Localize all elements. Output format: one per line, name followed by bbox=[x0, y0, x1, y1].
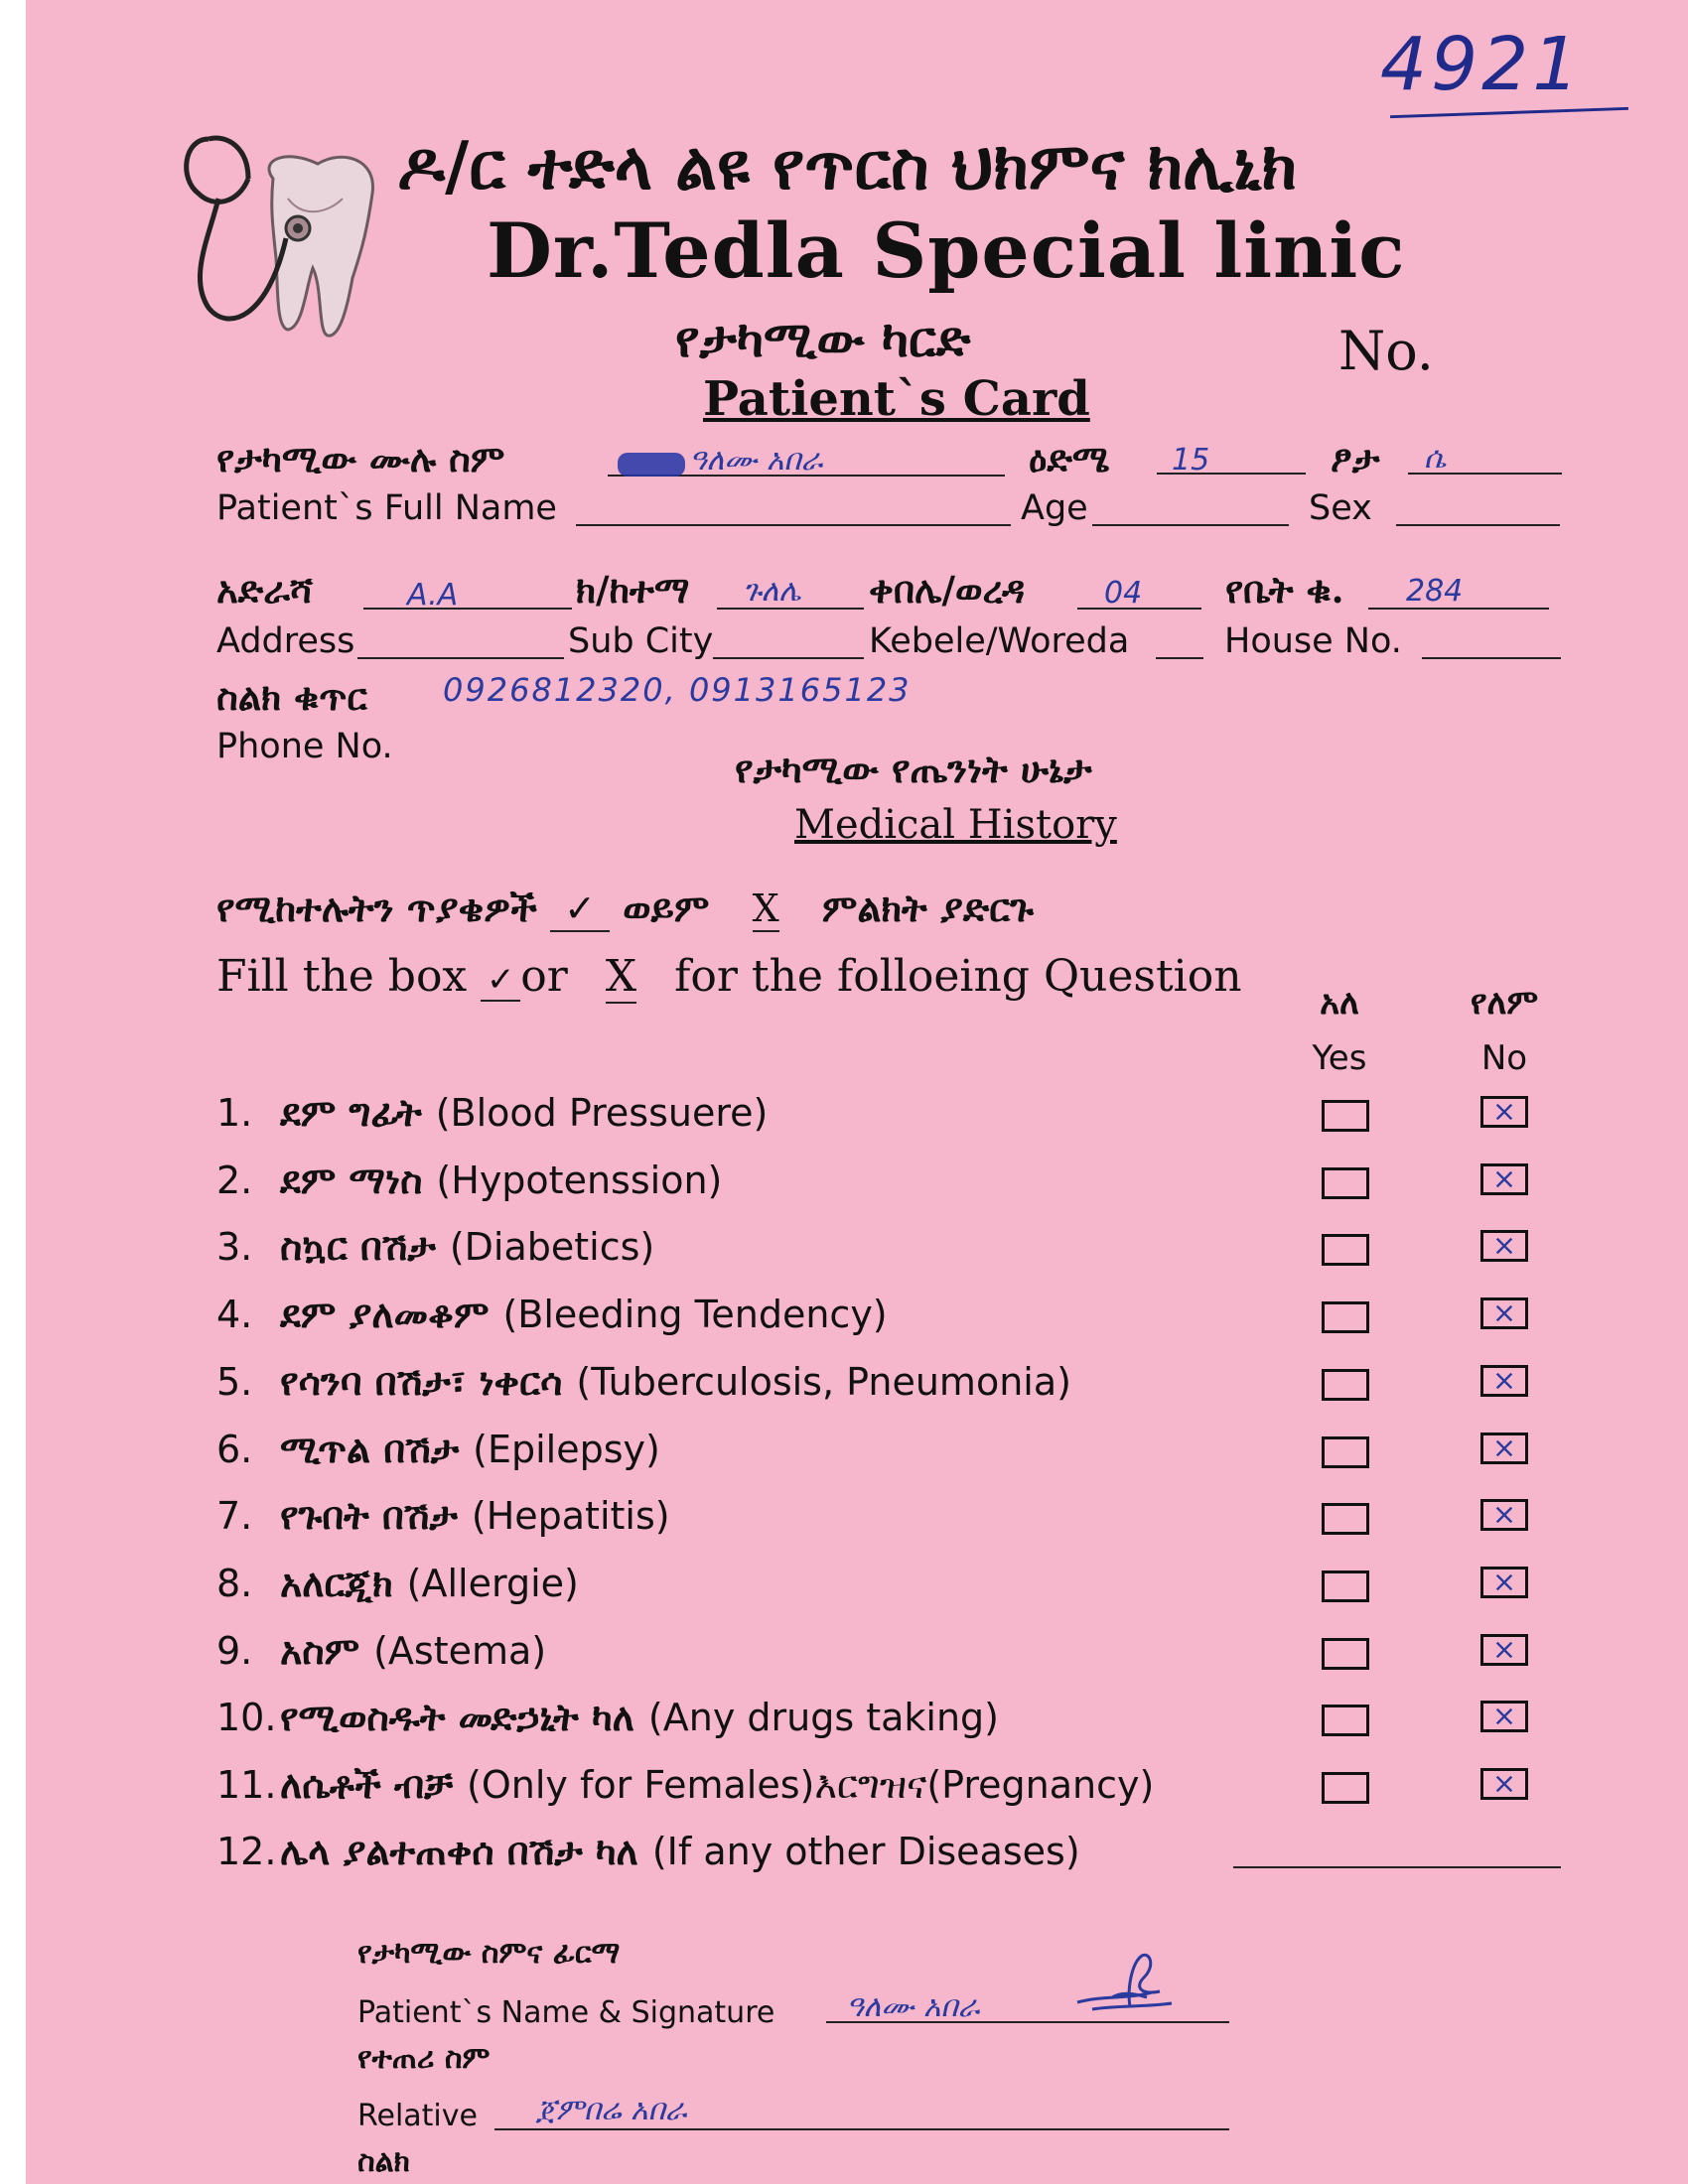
no-header-english: No bbox=[1480, 1038, 1528, 1078]
yes-header-english: Yes bbox=[1312, 1038, 1367, 1078]
instruction-amharic bbox=[216, 886, 1034, 932]
x-mark-icon bbox=[1483, 1771, 1525, 1797]
x-mark-icon bbox=[1483, 1099, 1525, 1125]
x-mark-icon bbox=[1483, 1502, 1525, 1528]
checkmark-icon: ✓ bbox=[550, 887, 610, 932]
patient-signature-label-amharic: የታካሚው ስምና ፊርማ bbox=[357, 1936, 621, 1971]
no-checkbox[interactable] bbox=[1480, 1297, 1528, 1329]
question-amharic: የጉበት በሽታ bbox=[280, 1493, 458, 1538]
question-amharic: ሌላ ያልተጠቀሰ በሽታ ካለ bbox=[280, 1829, 638, 1873]
kebele-value: 04 bbox=[1104, 576, 1143, 611]
name-label-english: Patient`s Full Name bbox=[216, 488, 557, 528]
question-1 bbox=[216, 1090, 768, 1136]
address-field[interactable] bbox=[357, 657, 564, 659]
x-mark-icon bbox=[1483, 1637, 1525, 1663]
phone-label-english: Phone No. bbox=[216, 727, 393, 766]
question-number: 10. bbox=[216, 1696, 277, 1739]
age-value: 15 bbox=[1172, 443, 1210, 478]
phone-value: 0926812320, 0913165123 bbox=[443, 671, 912, 709]
question-english: (Blood Pressuere) bbox=[435, 1091, 769, 1135]
no-checkbox[interactable] bbox=[1480, 1701, 1528, 1732]
no-checkbox[interactable] bbox=[1480, 1433, 1528, 1464]
yes-checkbox[interactable] bbox=[1322, 1503, 1369, 1535]
no-checkbox[interactable] bbox=[1480, 1567, 1528, 1598]
question-7 bbox=[216, 1493, 670, 1539]
x-mark-icon bbox=[1483, 1233, 1525, 1259]
question-english: (Hypotenssion) bbox=[436, 1159, 723, 1202]
kebele-label-english: Kebele/Woreda bbox=[869, 621, 1130, 661]
question-11 bbox=[216, 1762, 1154, 1808]
question-english: (Epilepsy) bbox=[473, 1428, 660, 1471]
serial-number: 4921 bbox=[1380, 22, 1584, 107]
address-value: A.A bbox=[407, 578, 459, 613]
question-number: 6. bbox=[216, 1428, 253, 1471]
address-label-amharic: አድራሻ bbox=[216, 568, 313, 612]
relative-value: ጀምበሬ አበራ bbox=[536, 2093, 687, 2127]
x-mark-icon: X bbox=[752, 887, 779, 930]
question-9 bbox=[216, 1628, 546, 1674]
question-12 bbox=[216, 1829, 1080, 1874]
question-english: (Diabetics) bbox=[449, 1225, 655, 1269]
no-checkbox[interactable] bbox=[1480, 1768, 1528, 1800]
question-number: 3. bbox=[216, 1225, 253, 1269]
x-mark-icon bbox=[1483, 1300, 1525, 1326]
question-number: 12. bbox=[216, 1830, 277, 1873]
other-diseases-field[interactable] bbox=[1233, 1866, 1561, 1868]
question-number: 7. bbox=[216, 1494, 253, 1538]
instruction-english-part-b: or bbox=[520, 951, 568, 1002]
subcity-field[interactable] bbox=[713, 657, 864, 659]
x-mark-icon bbox=[1483, 1570, 1525, 1595]
kebele-field[interactable] bbox=[1156, 657, 1203, 659]
patient-signature-label-english: Patient`s Name & Signature bbox=[357, 1995, 775, 2030]
question-amharic: ለሴቶች ብቻ bbox=[280, 1762, 454, 1807]
question-number: 8. bbox=[216, 1562, 253, 1605]
question-amharic: አለርጂክ bbox=[280, 1561, 393, 1605]
age-label-english: Age bbox=[1021, 488, 1088, 528]
yes-checkbox[interactable] bbox=[1322, 1167, 1369, 1199]
question-2 bbox=[216, 1158, 722, 1203]
no-checkbox[interactable] bbox=[1480, 1096, 1528, 1128]
yes-checkbox[interactable] bbox=[1322, 1772, 1369, 1804]
instruction-english-part-c: for the folloeing Question bbox=[674, 951, 1242, 1002]
house-label-english: House No. bbox=[1224, 621, 1402, 661]
relative-label-amharic: የተጠሪ ስም bbox=[357, 2041, 491, 2076]
relative-field[interactable] bbox=[494, 2128, 1229, 2130]
yes-checkbox[interactable] bbox=[1322, 1234, 1369, 1266]
subcity-value: ጉለሌ bbox=[743, 574, 801, 609]
instruction-amharic-part-b: ወይም bbox=[623, 886, 710, 930]
question-6 bbox=[216, 1427, 660, 1472]
medical-history-title-english: Medical History bbox=[794, 802, 1117, 848]
medical-history-title-amharic: የታካሚው የጤንነት ሁኔታ bbox=[735, 747, 1092, 791]
question-number: 5. bbox=[216, 1360, 253, 1404]
kebele-label-amharic: ቀበሌ/ወረዳ bbox=[869, 568, 1026, 612]
sex-value: ሴ bbox=[1424, 441, 1447, 476]
subcity-label-english: Sub City bbox=[568, 621, 714, 661]
question-4 bbox=[216, 1292, 888, 1337]
question-number: 4. bbox=[216, 1293, 253, 1336]
question-amharic: ደም ያለመቆም bbox=[280, 1292, 490, 1336]
question-amharic: ደም ግፊት bbox=[280, 1090, 422, 1135]
card-title-english: Patient`s Card bbox=[703, 371, 1090, 427]
x-mark-icon bbox=[1483, 1166, 1525, 1192]
question-amharic: ሚጥል በሽታ bbox=[280, 1427, 460, 1471]
relative-phone-label-amharic: ስልክ bbox=[357, 2144, 410, 2179]
question-english: (Any drugs taking) bbox=[647, 1696, 999, 1739]
instruction-english bbox=[216, 951, 1242, 1004]
question-english: (Bleeding Tendency) bbox=[502, 1293, 888, 1336]
question-english: (Tuberculosis, Pneumonia) bbox=[576, 1360, 1071, 1404]
sex-label-english: Sex bbox=[1309, 488, 1372, 528]
sex-label-amharic: ፆታ bbox=[1331, 437, 1380, 480]
yes-checkbox[interactable] bbox=[1322, 1369, 1369, 1401]
question-number: 2. bbox=[216, 1159, 253, 1202]
scan-edge bbox=[0, 0, 26, 2184]
yes-checkbox[interactable] bbox=[1322, 1301, 1369, 1333]
yes-checkbox[interactable] bbox=[1322, 1705, 1369, 1736]
age-field[interactable] bbox=[1092, 524, 1289, 526]
no-checkbox[interactable] bbox=[1480, 1499, 1528, 1531]
question-8 bbox=[216, 1561, 579, 1606]
patient-signature-name-value: ዓለሙ አበራ bbox=[846, 1989, 980, 2024]
no-checkbox[interactable] bbox=[1480, 1230, 1528, 1262]
question-5 bbox=[216, 1359, 1071, 1405]
house-value: 284 bbox=[1406, 574, 1464, 609]
yes-header-amharic: አለ bbox=[1320, 983, 1359, 1023]
instruction-amharic-part-c: ምልክት ያድርጉ bbox=[821, 886, 1034, 930]
no-checkbox[interactable] bbox=[1480, 1163, 1528, 1195]
handwritten-signature-icon bbox=[1072, 1948, 1182, 2019]
x-mark-icon bbox=[1483, 1368, 1525, 1394]
question-english: (Allergie) bbox=[406, 1562, 579, 1605]
relative-label-english: Relative bbox=[357, 2099, 478, 2133]
name-value: ዓለሙ አበራ bbox=[689, 443, 823, 478]
name-scribble-out bbox=[618, 453, 685, 477]
house-label-amharic: የቤት ቁ. bbox=[1225, 568, 1344, 612]
question-number: 11. bbox=[216, 1763, 277, 1807]
question-english: (Hepatitis) bbox=[471, 1494, 670, 1538]
age-label-amharic: ዕድሜ bbox=[1029, 437, 1110, 480]
address-label-english: Address bbox=[216, 621, 355, 661]
clinic-logo-tooth-stethoscope-icon bbox=[179, 119, 397, 357]
yes-checkbox[interactable] bbox=[1322, 1638, 1369, 1670]
question-amharic: ስኳር በሽታ bbox=[280, 1224, 436, 1269]
x-mark-icon bbox=[1483, 1435, 1525, 1461]
name-label-amharic: የታካሚው ሙሉ ስም bbox=[216, 437, 505, 480]
instruction-amharic-part-a: የሚከተሉትን ጥያቄዎች bbox=[216, 886, 537, 930]
x-mark-icon: X bbox=[605, 951, 637, 1002]
question-10 bbox=[216, 1695, 999, 1740]
no-header-amharic: የለም bbox=[1470, 983, 1539, 1023]
phone-label-amharic: ስልክ ቁጥር bbox=[216, 675, 367, 719]
question-amharic: ደም ማነስ bbox=[280, 1158, 423, 1202]
question-english: (Only for Females)እርግዝና(Pregnancy) bbox=[467, 1763, 1155, 1807]
sex-field[interactable] bbox=[1396, 524, 1560, 526]
yes-checkbox[interactable] bbox=[1322, 1570, 1369, 1602]
card-title-amharic: የታካሚው ካርድ bbox=[675, 310, 971, 368]
question-amharic: የሚወስዱት መድኃኒት ካለ bbox=[280, 1695, 634, 1739]
yes-checkbox[interactable] bbox=[1322, 1100, 1369, 1132]
instruction-english-part-a: Fill the box bbox=[216, 951, 468, 1002]
question-number: 1. bbox=[216, 1091, 253, 1135]
question-number: 9. bbox=[216, 1629, 253, 1673]
no-checkbox[interactable] bbox=[1480, 1634, 1528, 1666]
card-number-label: No. bbox=[1338, 320, 1434, 382]
checkmark-icon: ✓ bbox=[481, 960, 520, 1002]
serial-underline bbox=[1390, 107, 1628, 118]
question-3 bbox=[216, 1224, 654, 1270]
question-amharic: አስም bbox=[280, 1628, 360, 1673]
name-field[interactable] bbox=[576, 524, 1011, 526]
clinic-name-amharic: ዶ/ር ተድላ ልዩ የጥርስ ህክምና ክሊኒክ bbox=[397, 127, 1298, 205]
question-amharic: የሳንባ በሽታ፣ ነቀርሳ bbox=[280, 1359, 563, 1404]
no-checkbox[interactable] bbox=[1480, 1365, 1528, 1397]
yes-checkbox[interactable] bbox=[1322, 1436, 1369, 1468]
question-english: (If any other Diseases) bbox=[651, 1830, 1080, 1873]
question-english: (Astema) bbox=[373, 1629, 547, 1673]
house-field[interactable] bbox=[1422, 657, 1561, 659]
x-mark-icon bbox=[1483, 1704, 1525, 1729]
address-line-upper bbox=[363, 608, 572, 610]
clinic-name-english: Dr.Tedla Special linic bbox=[487, 206, 1406, 295]
subcity-label-amharic: ክ/ከተማ bbox=[576, 568, 690, 612]
